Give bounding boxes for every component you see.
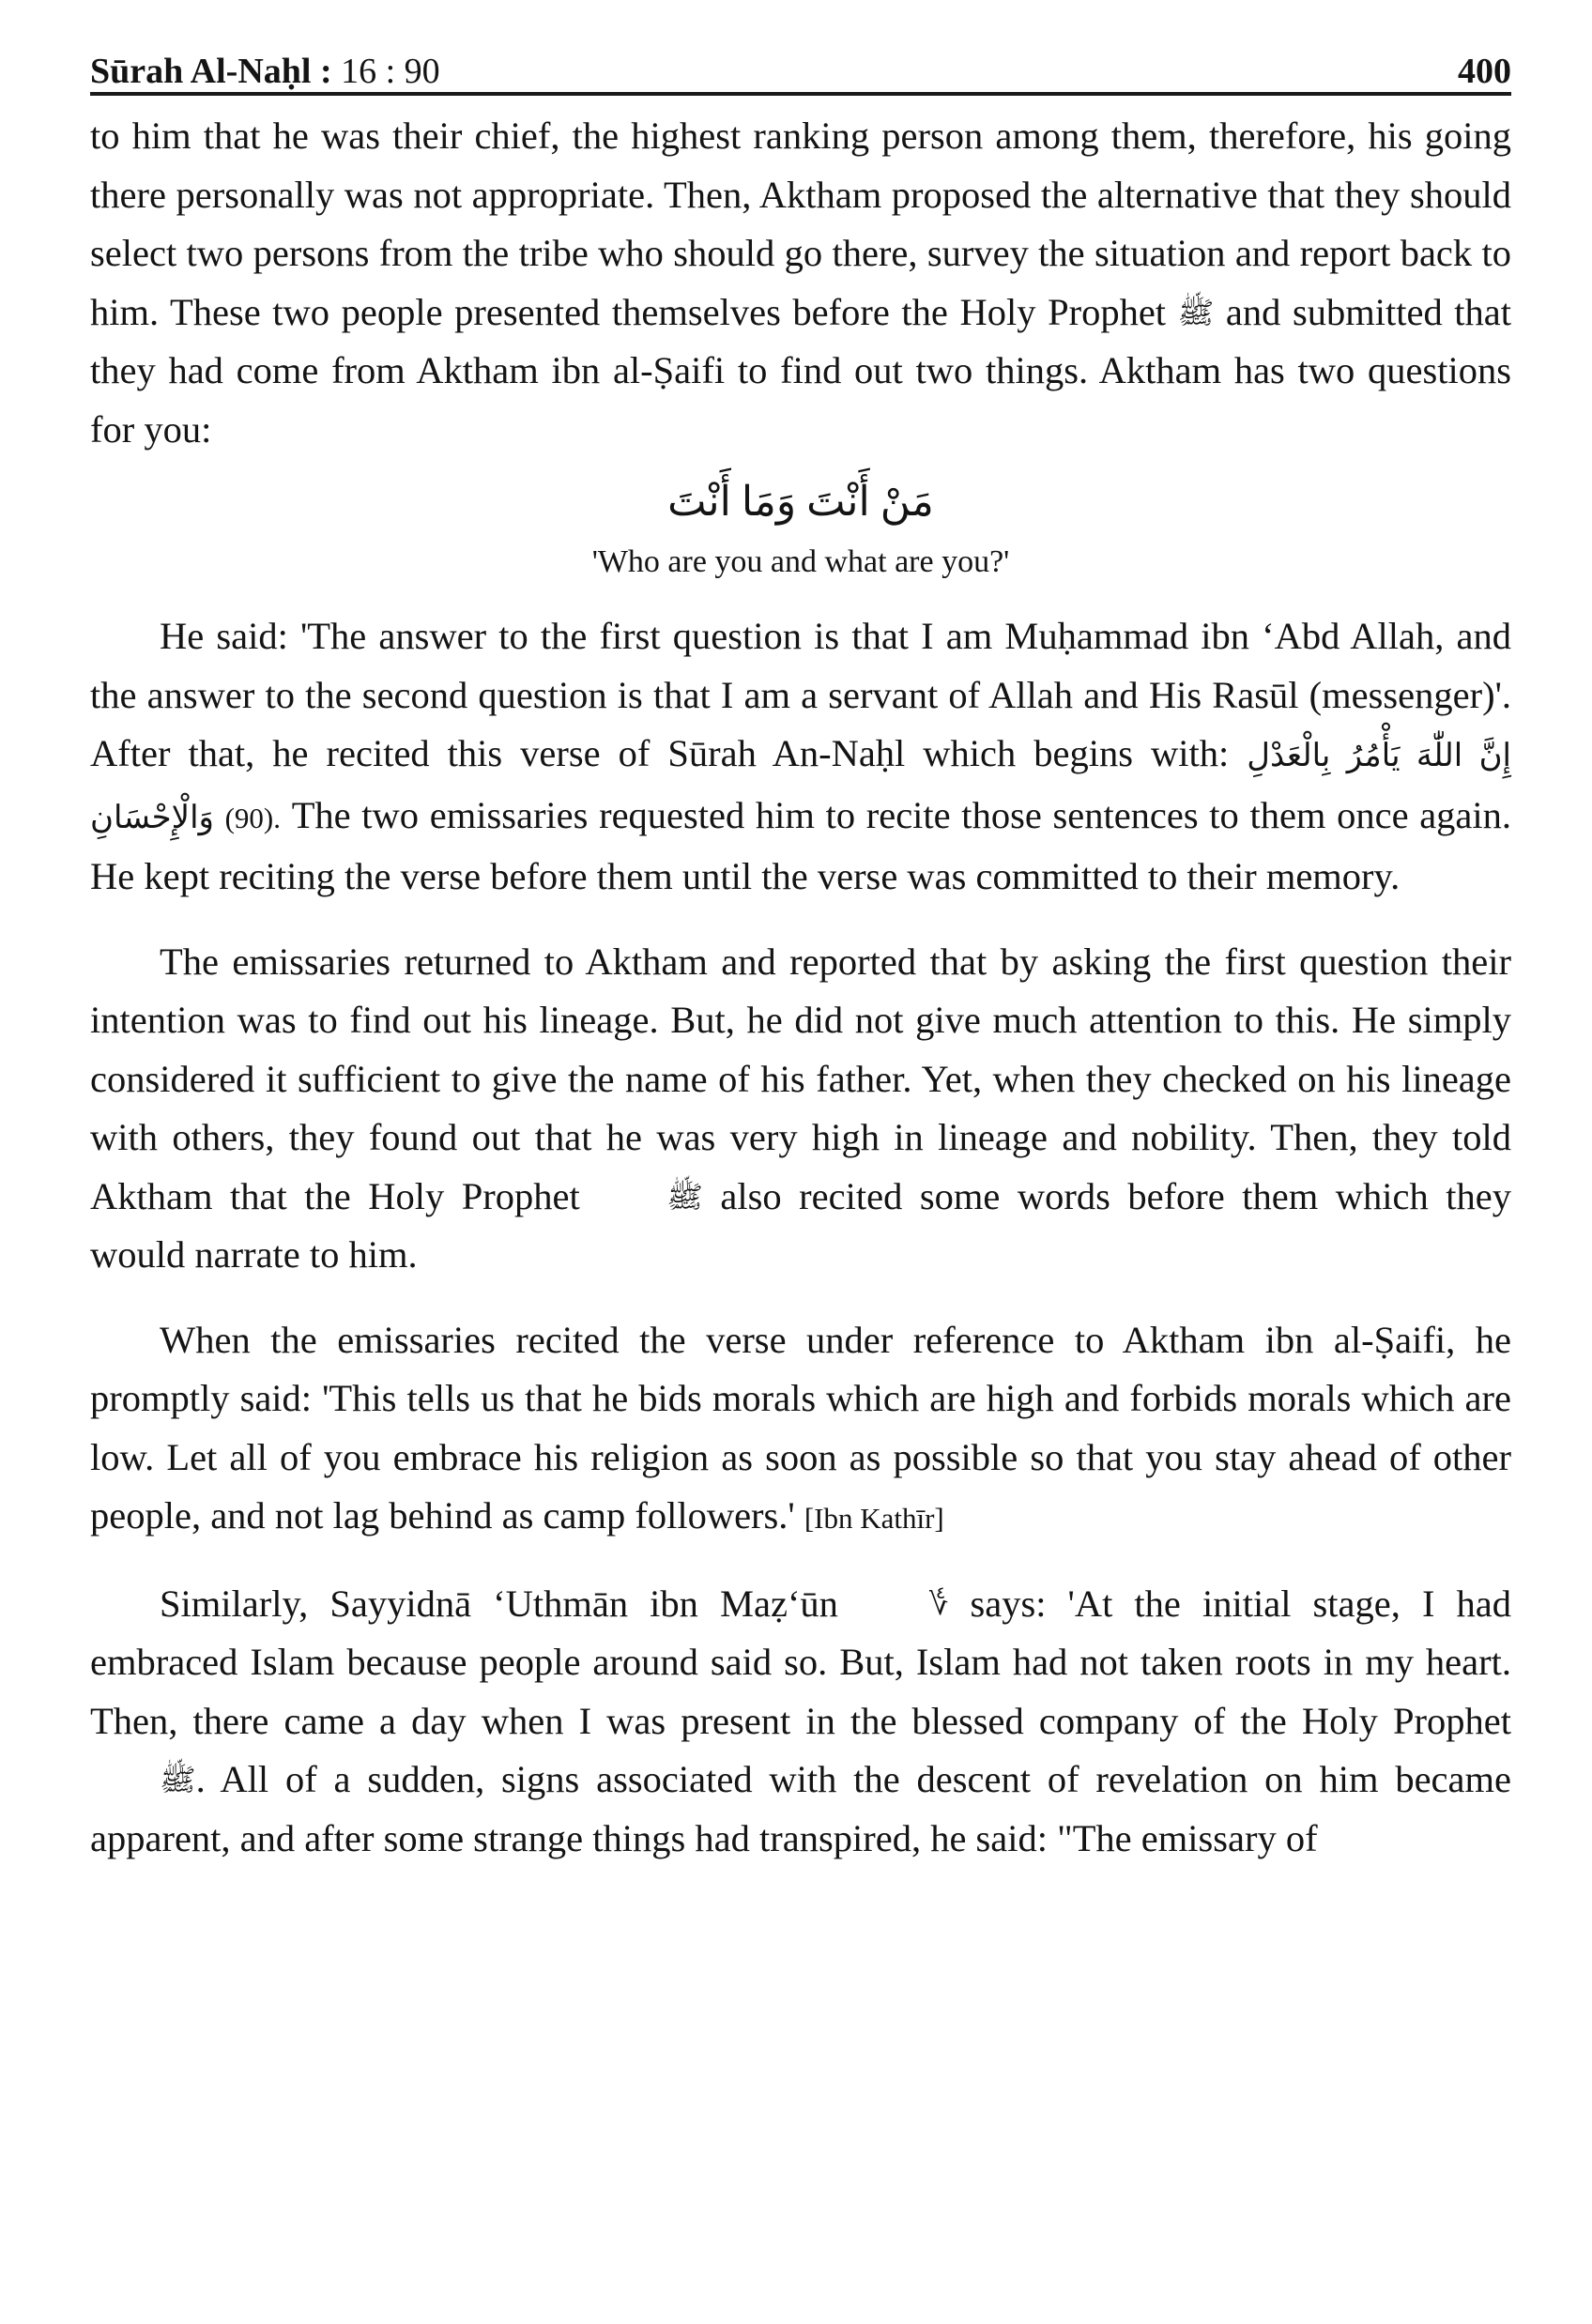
- body-text: [90, 107, 1511, 1868]
- paragraph-2-text-b: The two emissaries requested him to recite those sentences to them once again. He kept reciting the verse before them until the verse was committed to their memory.: [90, 793, 1512, 897]
- paragraph-5-text-b: says: 'At the initial stage, I had embraced Islam because people around said so. But, Islam had not taken roots in my heart. Then, there came a day when I was present in the blessed company of the Holy Prophet: [90, 1582, 1511, 1742]
- paragraph-1-text-b: and submitted that they had come from Aktham ibn al-Ṣaifi to find out two things. Aktham has two questions for you:: [90, 290, 1512, 451]
- verse-number: (90).: [224, 801, 282, 834]
- running-header: [90, 38, 1511, 96]
- surah-heading: [90, 51, 440, 92]
- page-number: 400: [1458, 52, 1511, 91]
- paragraph-3: [90, 933, 1511, 1285]
- paragraph-5: [90, 1575, 1511, 1869]
- paragraph-5-text-c: . All of a sudden, signs associated with the descent of revelation on him became apparent, and after some strange things had transpired, he said: "The emissary of: [90, 1758, 1511, 1859]
- paragraph-1-text-a: to him that he was their chief, the highest ranking person among them, therefore, his going there personally was not appropriate. Then, Aktham proposed the alternative that they should select two persons from the tribe who should go there, survey the situation and report back to him. These two people presented themselves before the Holy Prophet: [90, 115, 1511, 333]
- paragraph-5-text-a: Similarly, Sayyidnā ‘Uthmān ibn Maẓ‘ūn: [160, 1582, 838, 1625]
- paragraph-3-text-b: also recited some words before them which they would narrate to him.: [90, 1174, 1511, 1276]
- document-page: [90, 38, 1511, 1868]
- prophet-honorific-icon: ﷺ: [666, 1179, 703, 1214]
- verse-reference: 16 : 90: [341, 52, 440, 91]
- paragraph-2-text-a: He said: 'The answer to the first question is that I am Muḥammad ibn ‘Abd Allah, and the answer to the second question is that I am a servant of Allah and His Rasūl (messenger)'. After that, he recited this verse of Sūrah An-Naḥl which begins with:: [90, 615, 1511, 774]
- arabic-question: مَنْ أَنْتَ وَمَا أَنْتَ: [667, 479, 934, 525]
- paragraph-2: [90, 607, 1511, 907]
- companion-honorific-icon: ؇: [929, 1586, 949, 1621]
- paragraph-4: [90, 1311, 1511, 1549]
- surah-title: Sūrah Al-Naḥl :: [90, 52, 332, 91]
- prophet-honorific-icon: ﷺ: [160, 1763, 196, 1797]
- question-translation: 'Who are you and what are you?': [591, 544, 1010, 579]
- paragraph-1: [90, 107, 1511, 459]
- paragraph-3-text-a: The emissaries returned to Aktham and reported that by asking the first question their intention was to find out his lineage. But, he did not give much attention to this. He simply considered it sufficient to give the name of his father. Yet, when they checked on his lineage with others, they found out that he was very high in lineage and nobility. Then, they told Aktham that the Holy Prophet: [90, 940, 1511, 1217]
- source-citation: [Ibn Kathīr]: [804, 1502, 944, 1535]
- prophet-honorific-icon: ﷺ: [1177, 295, 1215, 329]
- paragraph-4-text: When the emissaries recited the verse under reference to Aktham ibn al-Ṣaifi, he promptly said: 'This tells us that he bids morals which are high and forbids morals which are low. Let all of you embrace his religion as soon as possible so that you stay ahead of other people, and not lag behind as camp followers.': [90, 1318, 1511, 1537]
- arabic-verse-inline: إِنَّ اللّٰهَ يَأْمُرُ بِالْعَدْلِ وَالْإِحْسَانِ: [90, 739, 1512, 835]
